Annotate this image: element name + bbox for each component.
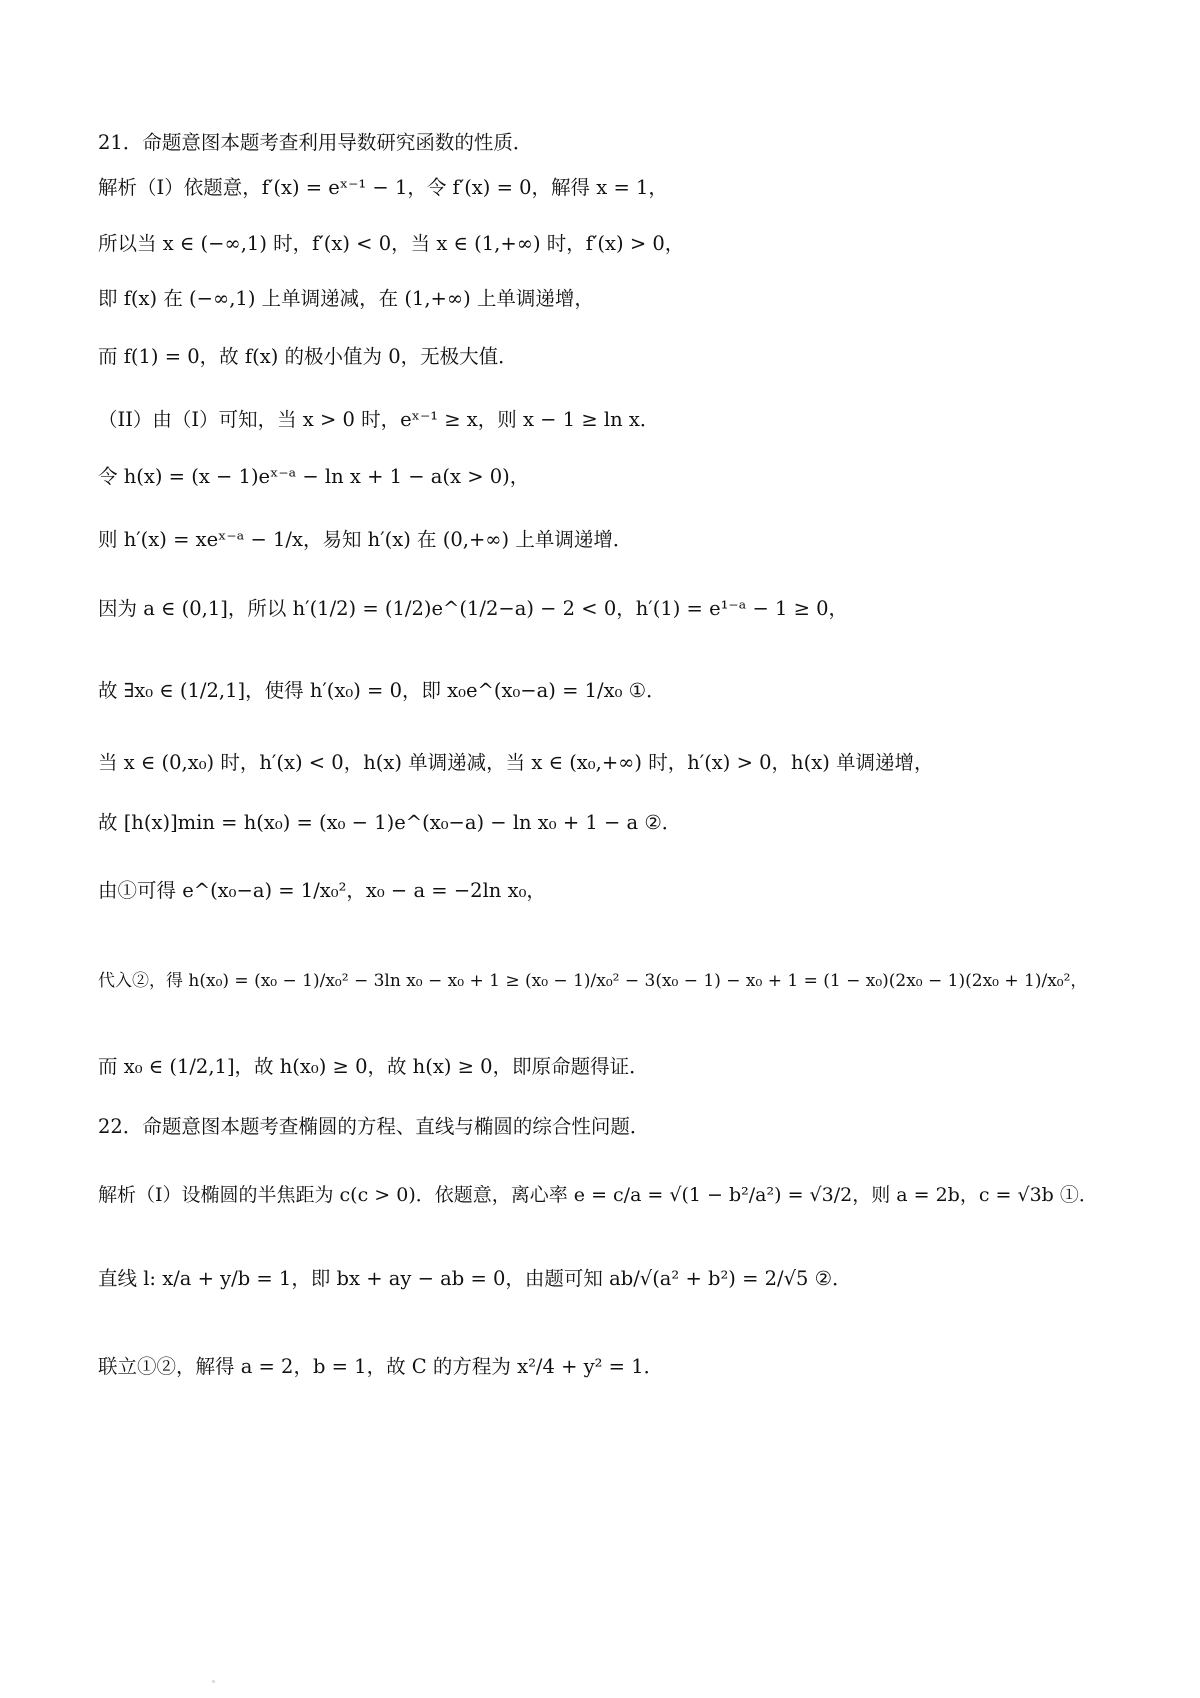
solution-line: 令 h(x) = (x − 1)eˣ⁻ᵃ − ln x + 1 − a(x > 0)， [98,465,530,488]
solution-line: 而 x₀ ∈ (1/2,1]，故 h(x₀) ≥ 0，故 h(x) ≥ 0，即原命题得证． [98,1055,649,1078]
solution-line: 由①可得 e^(x₀−a) = 1/x₀²，x₀ − a = −2ln x₀， [98,879,546,902]
solution-line: 即 f(x) 在 (−∞,1) 上单调递减，在 (1,+∞) 上单调递增， [98,287,594,310]
solution-line: 则 h′(x) = xeˣ⁻ᵃ − 1/x，易知 h′(x) 在 (0,+∞) 上单调递增． [98,528,633,551]
problem-22-heading: 22．命题意图本题考查椭圆的方程、直线与椭圆的综合性问题． [98,1115,650,1138]
solution-line: 故 [h(x)]min = h(x₀) = (x₀ − 1)e^(x₀−a) − ln x₀ + 1 − a ②． [98,811,682,834]
solution-line: 当 x ∈ (0,x₀) 时，h′(x) < 0，h(x) 单调递减，当 x ∈ (x₀,+∞) 时，h′(x) > 0，h(x) 单调递增， [98,751,934,774]
problem-21-heading: 21．命题意图本题考查利用导数研究函数的性质． [98,131,533,154]
solution-line: （II）由（I）可知，当 x > 0 时，eˣ⁻¹ ≥ x，则 x − 1 ≥ ln x． [98,408,660,431]
solution-line: 所以当 x ∈ (−∞,1) 时，f′(x) < 0，当 x ∈ (1,+∞) 时，f′(x) > 0， [98,232,685,255]
solution-line: 直线 l: x/a + y/b = 1，即 bx + ay − ab = 0，由题可知 ab/√(a² + b²) = 2/√5 ②． [98,1267,852,1290]
solution-line: 解析（I）设椭圆的半焦距为 c(c > 0)．依题意，离心率 e = c/a = √(1 − b²/a²) = √3/2，则 a = 2b，c = √3b ①． [98,1184,1098,1206]
solution-line: 代入②，得 h(x₀) = (x₀ − 1)/x₀² − 3ln x₀ − x₀ + 1 ≥ (x₀ − 1)/x₀² − 3(x₀ − 1) − x₀ + 1 = (1 − x₀)(2x₀ − 1)(2x₀ + 1)/x₀²， [98,971,1088,991]
solution-line: 而 f(1) = 0，故 f(x) 的极小值为 0，无极大值． [98,345,518,368]
solution-line: 因为 a ∈ (0,1]，所以 h′(1/2) = (1/2)e^(1/2−a) − 2 < 0，h′(1) = e¹⁻ᵃ − 1 ≥ 0， [98,597,849,620]
solution-line: 故 ∃x₀ ∈ (1/2,1]，使得 h′(x₀) = 0，即 x₀e^(x₀−a) = 1/x₀ ①． [98,679,666,702]
scan-speck [212,1680,215,1683]
solution-line: 解析（I）依题意，f′(x) = eˣ⁻¹ − 1，令 f′(x) = 0，解得 x = 1， [98,176,668,199]
solution-line: 联立①②，解得 a = 2，b = 1，故 C 的方程为 x²/4 + y² = 1． [98,1355,664,1378]
